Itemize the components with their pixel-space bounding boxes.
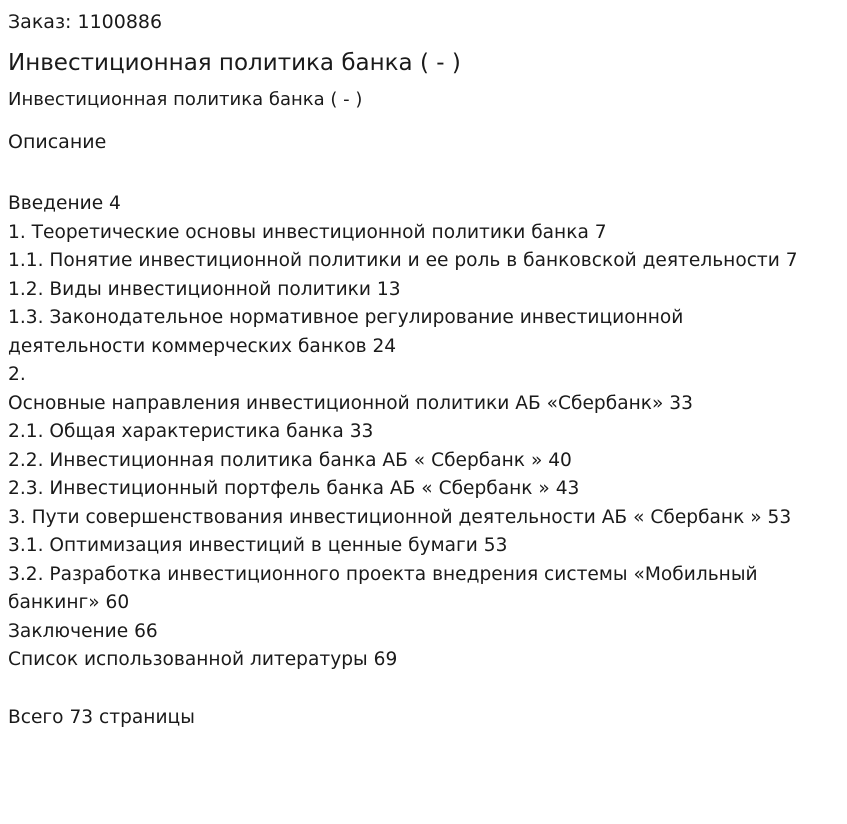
- total-pages: Всего 73 страницы: [8, 707, 195, 728]
- page-title: Инвестиционная политика банка ( - ): [8, 50, 461, 76]
- toc-line: 1.3. Законодательное нормативное регулирование инвестиционной: [8, 307, 684, 328]
- toc-line: 3.2. Разработка инвестиционного проекта внедрения системы «Мобильный: [8, 563, 758, 585]
- toc-line: 1.1. Понятие инвестиционной политики и ее роль в банковской деятельности 7: [8, 250, 798, 271]
- toc-line: Введение 4: [8, 193, 121, 214]
- table-of-contents: [8, 190, 838, 675]
- toc-line: 1. Теоретические основы инвестиционной политики банка 7: [8, 221, 607, 243]
- order-number: Заказ: 1100886: [8, 11, 163, 33]
- toc-line: 1.2. Виды инвестиционной политики 13: [8, 278, 401, 300]
- toc-line: 3. Пути совершенствования инвестиционной деятельности АБ « Сбербанк » 53: [8, 506, 792, 528]
- description-heading: Описание: [8, 131, 107, 153]
- toc-line: 2.3. Инвестиционный портфель банка АБ « Сбербанк » 43: [8, 478, 580, 499]
- toc-line: Список использованной литературы 69: [8, 649, 398, 670]
- toc-line: 2.2. Инвестиционная политика банка АБ « Сбербанк » 40: [8, 449, 572, 471]
- page-subtitle: Инвестиционная политика банка ( - ): [8, 89, 363, 110]
- toc-line: деятельности коммерческих банков 24: [8, 335, 397, 357]
- toc-line: Основные направления инвестиционной политики АБ «Сбербанк» 33: [8, 392, 693, 414]
- toc-line: 2.1. Общая характеристика банка 33: [8, 421, 374, 442]
- toc-line: 2.: [8, 364, 26, 385]
- toc-line: Заключение 66: [8, 620, 158, 642]
- toc-line: банкинг» 60: [8, 592, 130, 613]
- toc-line: 3.1. Оптимизация инвестиций в ценные бумаги 53: [8, 535, 508, 556]
